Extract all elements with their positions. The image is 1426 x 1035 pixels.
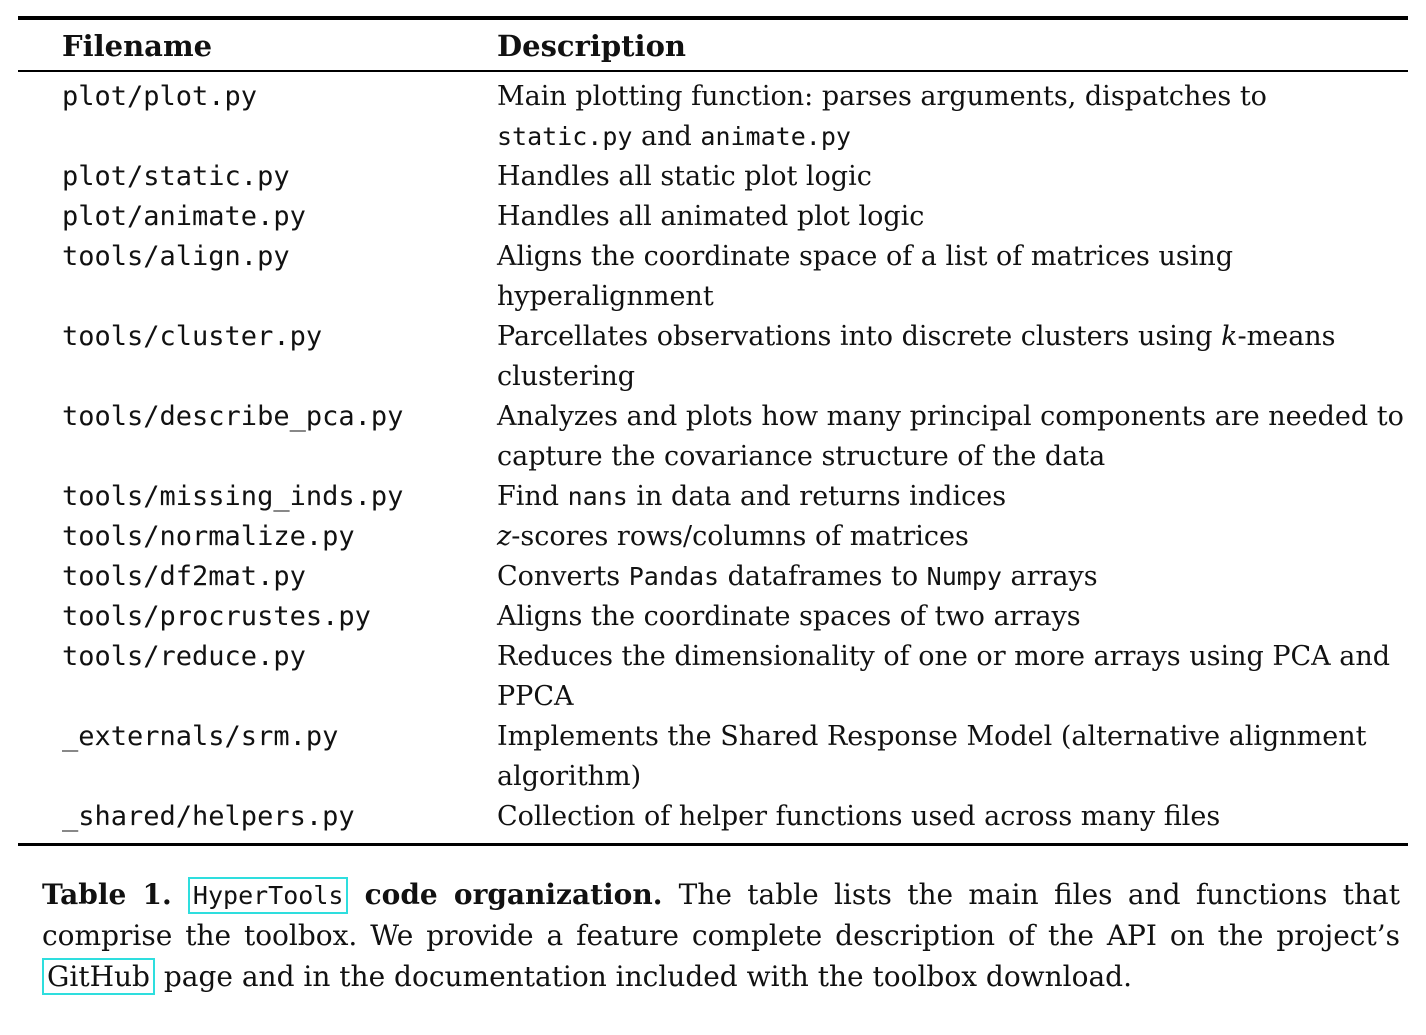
text-segment: Aligns the coordinate spaces of two arrays — [497, 601, 1081, 632]
inline-code: animate.py — [700, 122, 851, 151]
text-segment: arrays — [1001, 561, 1098, 592]
column-header-description — [497, 18, 1408, 71]
italic-text: k — [1221, 321, 1238, 352]
description-cell — [497, 197, 1408, 237]
text-segment: -scores rows/columns of matrices — [511, 521, 969, 552]
description-cell — [497, 517, 1408, 557]
description-cell — [497, 397, 1408, 477]
table-row — [18, 517, 1408, 557]
text-segment: Parcellates observations into discrete clusters using — [497, 321, 1222, 352]
github-link[interactable]: GitHub — [42, 958, 155, 995]
filename-cell: tools/cluster.py — [62, 321, 323, 352]
text-segment: Reduces the dimensionality of one or more arrays using PCA and PPCA — [497, 641, 1391, 712]
table-row — [18, 597, 1408, 637]
text-segment: -means clustering — [497, 321, 1336, 392]
filename-cell: tools/procrustes.py — [62, 601, 371, 632]
inline-code: nans — [567, 482, 628, 511]
text-segment: Aligns the coordinate space of a list of matrices using hyperalignment — [497, 241, 1234, 312]
inline-code: Pandas — [628, 562, 720, 591]
text-segment: Handles all animated plot logic — [497, 201, 925, 232]
filename-cell: tools/describe_pca.py — [62, 401, 404, 432]
table-row — [18, 197, 1408, 237]
table-row — [18, 71, 1408, 157]
inline-code: static.py — [497, 122, 633, 151]
description-cell — [497, 317, 1408, 397]
text-segment: Collection of helper functions used across many files — [497, 801, 1221, 832]
description-cell — [497, 717, 1408, 797]
filename-cell: _shared/helpers.py — [62, 801, 355, 832]
italic-text: z — [497, 521, 512, 552]
table-caption — [42, 874, 1400, 997]
description-cell — [497, 797, 1408, 845]
text-segment: The table lists the main files and functions that comprise the toolbox. We provide a feature complete description of the API on the project’s — [42, 878, 1400, 952]
table-body — [18, 71, 1408, 845]
bold-text: code organization. — [348, 878, 679, 911]
text-segment: dataframes to — [719, 561, 927, 592]
bold-text: Table 1. — [42, 878, 188, 911]
table-header — [18, 18, 1408, 71]
description-cell — [497, 597, 1408, 637]
text-segment: Converts — [497, 561, 629, 592]
code-organization-table — [18, 16, 1408, 846]
table-row — [18, 637, 1408, 717]
text-segment: Handles all static plot logic — [497, 161, 872, 192]
filename-cell: tools/missing_inds.py — [62, 481, 404, 512]
table-row — [18, 557, 1408, 597]
filename-cell: tools/normalize.py — [62, 521, 355, 552]
table-row — [18, 317, 1408, 397]
table-row — [18, 797, 1408, 845]
text-segment: in data and returns indices — [627, 481, 1007, 512]
inline-code: Numpy — [926, 562, 1002, 591]
filename-cell: plot/animate.py — [62, 201, 306, 232]
text-segment: Find — [497, 481, 568, 512]
description-cell — [497, 557, 1408, 597]
description-cell — [497, 637, 1408, 717]
text-segment: page and in the documentation included with the toolbox download. — [154, 960, 1132, 993]
table-row — [18, 397, 1408, 477]
text-segment: Implements the Shared Response Model (alternative alignment algorithm) — [497, 721, 1367, 792]
table-row — [18, 717, 1408, 797]
description-cell — [497, 157, 1408, 197]
column-header-description-label: Description — [497, 29, 686, 63]
description-cell — [497, 71, 1408, 157]
filename-cell: tools/align.py — [62, 241, 290, 272]
description-cell — [497, 237, 1408, 317]
table-row — [18, 477, 1408, 517]
filename-cell: tools/reduce.py — [62, 641, 306, 672]
filename-cell: plot/plot.py — [62, 81, 258, 112]
table-row — [18, 157, 1408, 197]
column-header-filename — [18, 18, 497, 71]
description-cell — [497, 477, 1408, 517]
hypertools-link[interactable]: HyperTools — [188, 877, 349, 914]
filename-cell: _externals/srm.py — [62, 721, 339, 752]
column-header-filename-label: Filename — [62, 29, 213, 63]
text-segment: Analyzes and plots how many principal components are needed to capture the covariance structure of the data — [497, 401, 1404, 472]
filename-cell: plot/static.py — [62, 161, 290, 192]
table-row — [18, 237, 1408, 317]
text-segment: and — [632, 121, 701, 152]
filename-cell: tools/df2mat.py — [62, 561, 306, 592]
table-container — [18, 16, 1408, 846]
text-segment: Main plotting function: parses arguments, dispatches to — [497, 81, 1267, 112]
header-row — [18, 18, 1408, 71]
